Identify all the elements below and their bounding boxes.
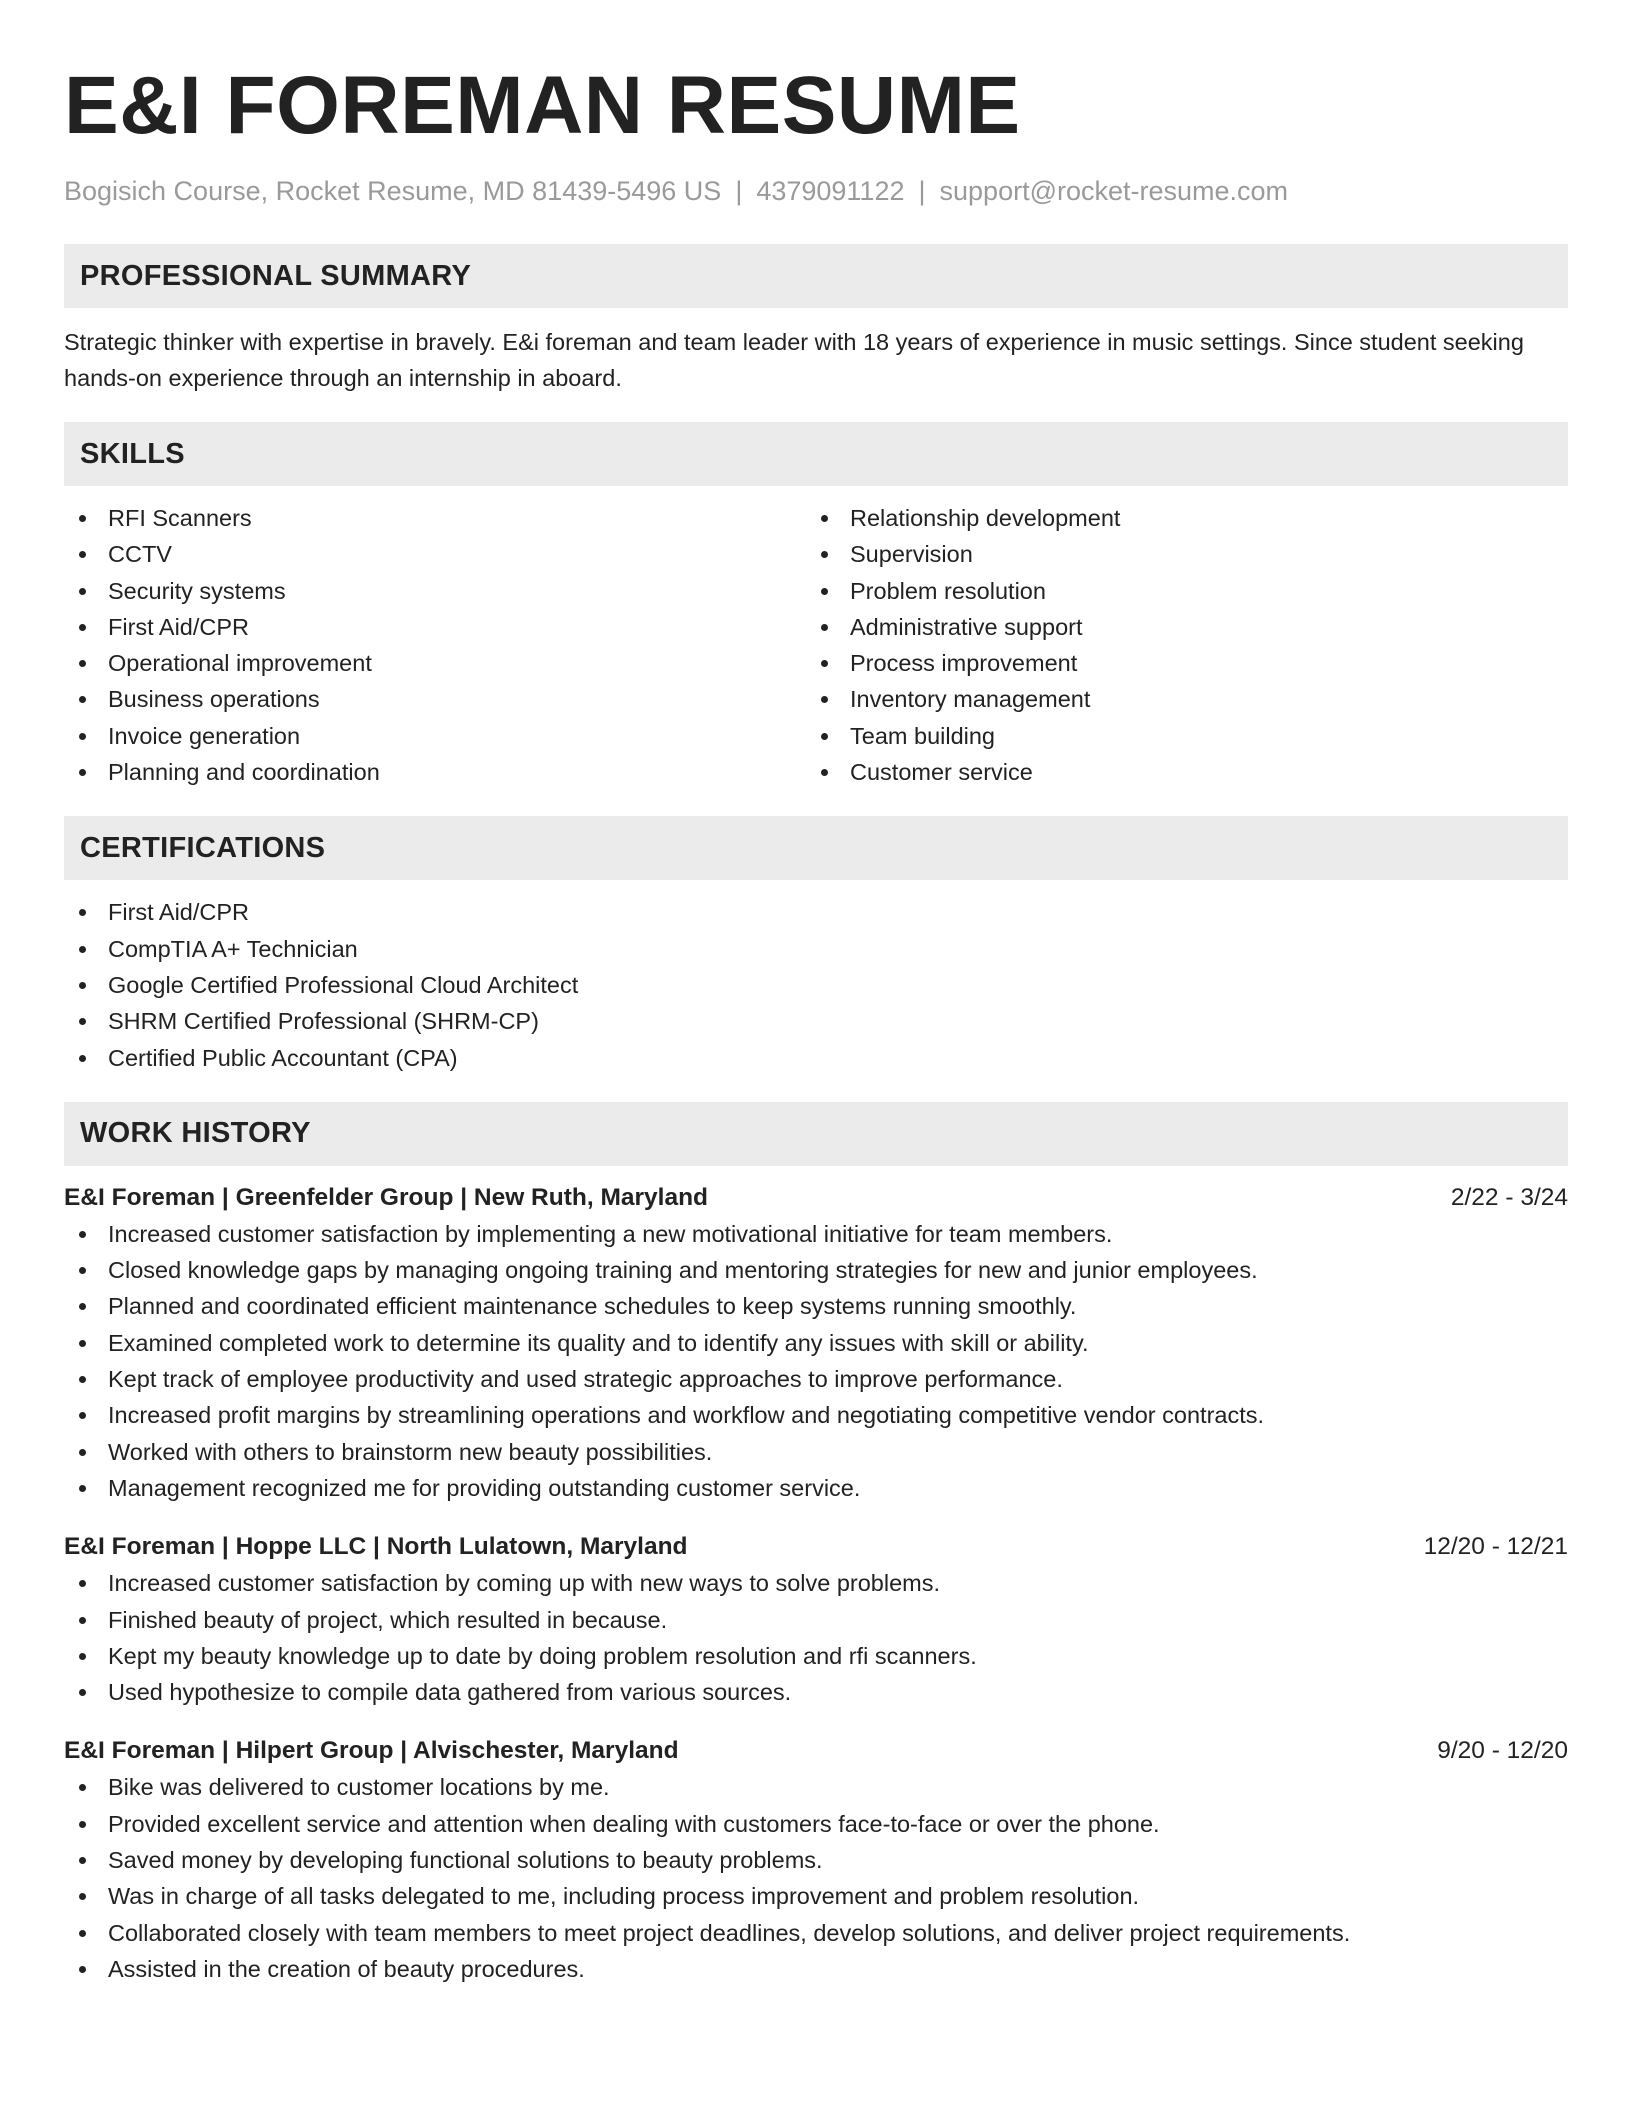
job-bullet-list: [64, 1216, 1568, 1506]
job-bullet: Kept track of employee productivity and used strategic approaches to improve performance.: [64, 1361, 1568, 1397]
skills-list-right: [806, 500, 1548, 790]
resume-title: E&I FOREMAN RESUME: [64, 60, 1021, 151]
job-bullet: Assisted in the creation of beauty procedures.: [64, 1951, 1568, 1987]
job-bullet: Examined completed work to determine its quality and to identify any issues with skill or ability.: [64, 1325, 1568, 1361]
certification-item: CompTIA A+ Technician: [64, 931, 1568, 967]
job-bullet: Increased customer satisfaction by implementing a new motivational initiative for team members.: [64, 1216, 1568, 1252]
job-bullet: Increased customer satisfaction by coming up with new ways to solve problems.: [64, 1565, 1568, 1601]
job-bullet: Closed knowledge gaps by managing ongoing training and mentoring strategies for new and junior employees.: [64, 1252, 1568, 1288]
job-dates: 12/20 - 12/21: [1423, 1533, 1568, 1561]
contact-separator: |: [735, 176, 743, 206]
skill-item: Team building: [806, 718, 1548, 754]
job-bullet: Finished beauty of project, which resulted in because.: [64, 1602, 1568, 1638]
skill-item: Operational improvement: [64, 645, 806, 681]
section-header-work-history: WORK HISTORY: [64, 1102, 1568, 1166]
job-header: [64, 1733, 1568, 1769]
job-header: [64, 1180, 1568, 1216]
contact-address: Bogisich Course, Rocket Resume, MD 81439-5496 US: [64, 176, 722, 206]
skill-item: Business operations: [64, 681, 806, 717]
certification-item: Google Certified Professional Cloud Architect: [64, 967, 1568, 1003]
job-entry: [64, 1733, 1568, 1987]
job-bullet: Was in charge of all tasks delegated to me, including process improvement and problem resolution.: [64, 1878, 1568, 1914]
skill-item: Relationship development: [806, 500, 1548, 536]
section-header-summary: PROFESSIONAL SUMMARY: [64, 244, 1568, 308]
skill-item: Customer service: [806, 754, 1548, 790]
resume-page: [64, 0, 1568, 1987]
skill-item: Security systems: [64, 573, 806, 609]
job-bullet: Worked with others to brainstorm new beauty possibilities.: [64, 1434, 1568, 1470]
certifications-list: [64, 894, 1568, 1075]
skill-item: Invoice generation: [64, 718, 806, 754]
skill-item: First Aid/CPR: [64, 609, 806, 645]
job-bullet-list: [64, 1565, 1568, 1710]
job-bullet: Used hypothesize to compile data gathered from various sources.: [64, 1674, 1568, 1710]
contact-separator: |: [918, 176, 926, 206]
certification-item: First Aid/CPR: [64, 894, 1568, 930]
job-bullet: Kept my beauty knowledge up to date by doing problem resolution and rfi scanners.: [64, 1638, 1568, 1674]
certification-item: Certified Public Accountant (CPA): [64, 1040, 1568, 1076]
job-bullet: Planned and coordinated efficient maintenance schedules to keep systems running smoothly.: [64, 1288, 1568, 1324]
job-bullet: Bike was delivered to customer locations by me.: [64, 1769, 1568, 1805]
job-entry: [64, 1529, 1568, 1710]
section-header-skills: SKILLS: [64, 422, 1568, 486]
skill-item: Process improvement: [806, 645, 1548, 681]
job-bullet: Saved money by developing functional solutions to beauty problems.: [64, 1842, 1568, 1878]
job-header: [64, 1529, 1568, 1565]
section-header-certifications: CERTIFICATIONS: [64, 816, 1568, 880]
contact-phone: 4379091122: [756, 176, 905, 206]
job-title: E&I Foreman | Greenfelder Group | New Ruth, Maryland: [64, 1183, 709, 1211]
job-bullet: Collaborated closely with team members to meet project deadlines, develop solutions, and deliver project requirements.: [64, 1915, 1568, 1951]
skill-item: Inventory management: [806, 681, 1548, 717]
skills-grid: [64, 500, 1568, 790]
job-bullet-list: [64, 1769, 1568, 1987]
job-entry: [64, 1180, 1568, 1506]
skill-item: Problem resolution: [806, 573, 1548, 609]
summary-text: Strategic thinker with expertise in bravely. E&i foreman and team leader with 18 years of experience in music settings. Since student seeking hands-on experience through an internship in aboard.: [64, 329, 1524, 391]
certification-item: SHRM Certified Professional (SHRM-CP): [64, 1003, 1568, 1039]
job-bullet: Increased profit margins by streamlining operations and workflow and negotiating competitive vendor contracts.: [64, 1397, 1568, 1433]
job-dates: 2/22 - 3/24: [1450, 1183, 1568, 1211]
skill-item: Administrative support: [806, 609, 1548, 645]
job-title: E&I Foreman | Hoppe LLC | North Lulatown, Maryland: [64, 1533, 688, 1561]
skills-list-left: [64, 500, 806, 790]
job-bullet: Management recognized me for providing outstanding customer service.: [64, 1470, 1568, 1506]
job-bullet: Provided excellent service and attention when dealing with customers face-to-face or over the phone.: [64, 1806, 1568, 1842]
skill-item: Planning and coordination: [64, 754, 806, 790]
skill-item: CCTV: [64, 536, 806, 572]
job-dates: 9/20 - 12/20: [1437, 1737, 1568, 1765]
skill-item: RFI Scanners: [64, 500, 806, 536]
skill-item: Supervision: [806, 536, 1548, 572]
job-title: E&I Foreman | Hilpert Group | Alvischester, Maryland: [64, 1737, 679, 1765]
contact-email: support@rocket-resume.com: [939, 176, 1289, 206]
contact-line: [64, 174, 1568, 208]
